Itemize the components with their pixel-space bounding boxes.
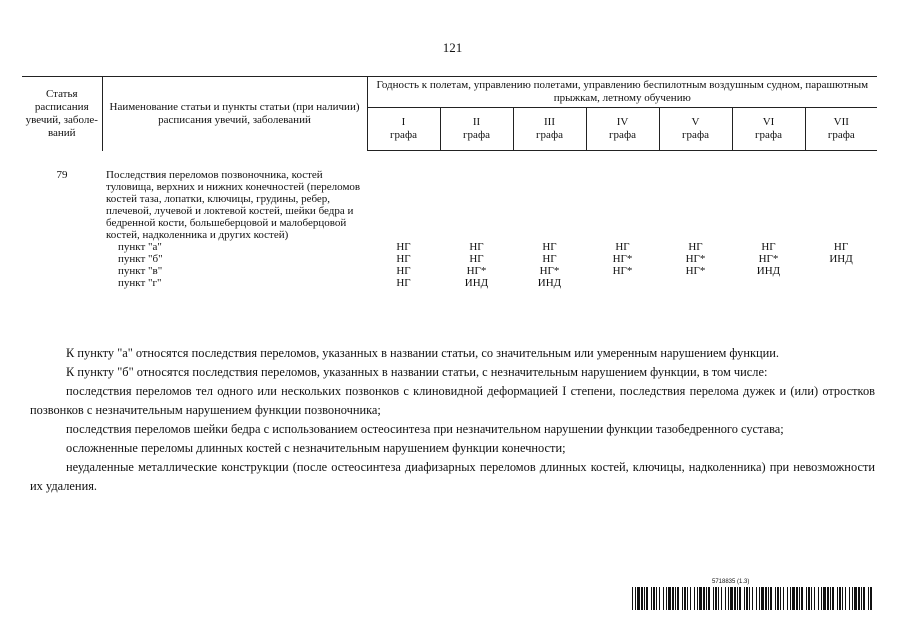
barcode-bar [761,587,764,610]
barcode-bar [682,587,683,610]
grafa-word: графа [609,129,636,141]
grafa-numeral: V [691,116,700,128]
barcode-bar [854,587,857,610]
barcode-bar [703,587,705,610]
barcode-bar [677,587,679,610]
barcode-bar [765,587,767,610]
fitness-value: НГ* [466,264,487,277]
fitness-value: ИНД [537,276,562,289]
fitness-value: НГ [469,252,484,265]
barcode-bar [821,587,822,610]
barcode-bar [842,587,843,610]
header-fitness-group: Годность к полетам, управлению полетами, управлению беспилотным воздушным судном, парашютным прыжкам, летному обучению [367,77,877,108]
barcode-bar [718,587,719,610]
point-label: пункт "в" [118,264,163,277]
grafa-numeral: IV [616,116,629,128]
empty-cell [586,151,659,241]
empty-cell [22,265,102,277]
empty-cell [22,277,102,289]
barcode-bar [858,587,860,610]
barcode-bar [672,587,674,610]
barcode-bar [699,587,702,610]
point-label: пункт "а" [118,240,162,253]
note-paragraph: последствия переломов тел одного или нескольких позвонков с клиновидной деформацией I степени, последствия перелома дужек и (или) отростков позвонков с незначительным нарушением функции позвоночника; [30,384,875,417]
table-row [22,241,877,253]
barcode-bar [823,587,826,610]
fitness-value [805,277,877,289]
grafa-word: графа [390,129,417,141]
barcode-bar [646,587,648,610]
empty-cell [22,241,102,253]
grafa-word: графа [682,129,709,141]
barcode-bar [721,587,722,610]
barcode-bar [659,587,660,610]
empty-cell [805,151,877,241]
barcode-number: 5718835 (1.3) [712,579,750,585]
barcode-bar [737,587,738,610]
barcode-bar [827,587,829,610]
barcode-bar [832,587,834,610]
barcode-bar [780,587,781,610]
barcode-bar [845,587,846,610]
grafa-numeral: VI [762,116,775,128]
barcode-bar [684,587,686,610]
barcode-bar [839,587,841,610]
barcode-bar [796,587,798,610]
empty-cell [440,151,513,241]
fitness-value: НГ [542,240,557,253]
barcode-bar [675,587,676,610]
empty-cell [367,151,440,241]
barcode-bar [746,587,748,610]
note-paragraph: осложненные переломы длинных костей с незначительным нарушением функции конечности; [66,441,566,455]
note-paragraph: последствия переломов шейки бедра с использованием остеосинтеза при незначительном нарушении функции тазобедренного сустава; [66,422,784,436]
fitness-value: НГ [542,252,557,265]
barcode-bar [715,587,717,610]
barcode-bar [783,587,784,610]
table-row [22,253,877,265]
barcode-bar [852,587,853,610]
fitness-value: НГ [396,252,411,265]
fitness-value [732,277,805,289]
empty-cell [513,151,586,241]
fitness-value: НГ* [758,252,779,265]
table-row [22,277,877,289]
fitness-value: НГ [833,240,849,253]
barcode-bar [792,587,795,610]
barcode-bar [808,587,810,610]
fitness-value: НГ [396,264,411,277]
point-label: пункт "б" [118,252,163,265]
fitness-value: НГ [615,240,630,253]
barcode-bar [759,587,760,610]
barcode-bar [870,587,872,610]
barcode-bar [668,587,671,610]
header-grafa-3 [513,108,586,151]
note-paragraph: К пункту "б" относятся последствия переломов, указанных в названии статьи, с незначительным нарушением функции, в том числе: [66,365,768,379]
barcode-bar [818,587,819,610]
fitness-value: НГ [396,276,411,289]
article-number: 79 [56,168,68,181]
fitness-value: НГ* [612,264,633,277]
fitness-value [586,277,659,289]
grafa-numeral: II [472,116,481,128]
barcode-bar [787,587,788,610]
header-grafa-1 [367,108,440,151]
barcode-bar [744,587,745,610]
explanatory-notes [30,344,875,496]
disease-schedule-table [22,76,877,289]
header-grafa-5 [659,108,732,151]
fitness-value: НГ [469,240,484,253]
fitness-value [659,277,732,289]
barcode-bar [725,587,726,610]
fitness-value: НГ* [685,264,706,277]
barcode-bar [690,587,691,610]
fitness-value: НГ [396,240,411,253]
barcode-bar [730,587,733,610]
barcode-bar [849,587,850,610]
empty-cell [732,151,805,241]
barcode-bar [734,587,736,610]
note-paragraph: К пункту "а" относятся последствия переломов, указанных в названии статьи, со значительным или умеренным нарушением функции. [66,346,779,360]
header-grafa-6 [732,108,805,151]
empty-cell [659,151,732,241]
fitness-value: ИНД [756,264,781,277]
grafa-word: графа [827,129,855,141]
grafa-numeral: III [544,116,555,128]
barcode-bar [641,587,643,610]
barcode-bar [830,587,831,610]
fitness-value: ИНД [464,276,489,289]
barcode-bar [861,587,862,610]
grafa-numeral: VII [833,116,849,128]
barcode-bar [728,587,729,610]
header-grafa-7 [805,108,877,151]
grafa-word: графа [755,129,782,141]
barcode-bar [868,587,869,610]
barcode-bar [752,587,753,610]
article-title: Последствия переломов позвоночника, костей туловища, верхних и нижних конечностей (переломов костей таза, лопатки, ключицы, грудины, ребер, плечевой, лучевой и локтевой костей, шейки бедра и бедренной кости, большеберцовой и малоберцовой костей, надколенника и других костей) [106,168,361,241]
barcode-bar [706,587,707,610]
barcode-bar [806,587,807,610]
fitness-value: ИНД [829,252,853,265]
barcode-bar [713,587,714,610]
point-label: пункт "г" [118,276,162,289]
barcode-bar [749,587,750,610]
barcode-bar [656,587,657,610]
note-paragraph: неудаленные металлические конструкции (после остеосинтеза диафизарных переломов длинных костей, ключицы, надколенника) при невозможности их удаления. [30,460,875,493]
barcode-bar [811,587,812,610]
barcode-bar [814,587,815,610]
barcode-bar [687,587,688,610]
header-grafa-4 [586,108,659,151]
page-number: 121 [442,40,463,55]
barcode-icon [632,587,875,610]
fitness-value: НГ [688,240,703,253]
barcode-bar [863,587,865,610]
fitness-value: НГ [761,240,776,253]
barcode-bar [708,587,710,610]
barcode-bar [644,587,645,610]
header-article-column: Статья расписания увечий, заболе-ваний [22,77,102,151]
barcode-bar [637,587,640,610]
fitness-value [805,265,877,277]
barcode-bar [756,587,757,610]
barcode-bar [768,587,769,610]
barcode-bar [663,587,664,610]
fitness-value: НГ* [539,264,560,277]
empty-cell [22,253,102,265]
barcode-bar [653,587,655,610]
barcode-bar [651,587,652,610]
barcode-bar [777,587,779,610]
header-grafa-2 [440,108,513,151]
fitness-value: НГ* [685,252,706,265]
barcode-bar [739,587,741,610]
barcode-bar [790,587,791,610]
barcode-bar [799,587,800,610]
barcode-bar [770,587,772,610]
barcode-bar [666,587,667,610]
barcode-bar [635,587,636,610]
barcode-bar [697,587,698,610]
barcode-bar [801,587,803,610]
header-name-column: Наименование статьи и пункты статьи (при наличии) расписания увечий, заболеваний [102,77,367,151]
grafa-word: графа [463,129,490,141]
table-row [22,265,877,277]
barcode-bar [775,587,776,610]
table-body [22,151,877,289]
article-row [22,151,877,241]
barcode-bar [632,587,633,610]
barcode-bar [694,587,695,610]
barcode-bar [837,587,838,610]
fitness-value: НГ* [612,252,633,265]
grafa-word: графа [536,129,563,141]
grafa-numeral: I [401,116,406,128]
